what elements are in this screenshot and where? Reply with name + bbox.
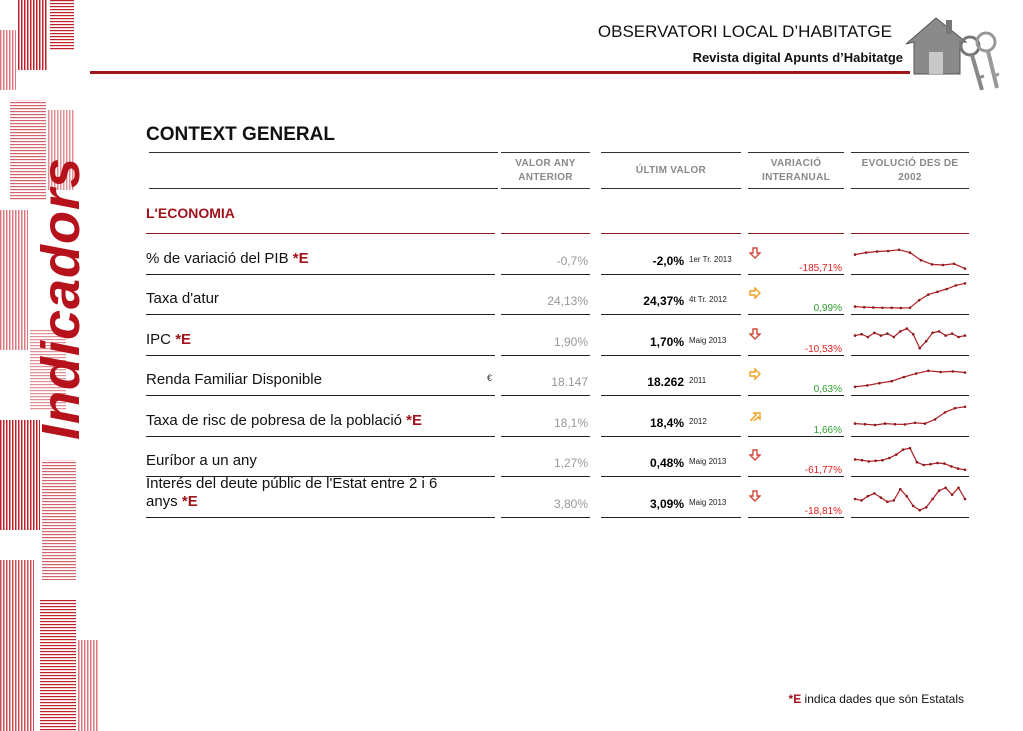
previous-year-value: 1,27% [553,456,588,470]
section-title: CONTEXT GENERAL [146,124,335,145]
indicator-rows [146,234,969,518]
last-value: -2,0% [652,253,684,268]
down-arrow-icon [749,490,761,502]
annual-variation: -185,71% [799,262,842,274]
sparkline-point [936,291,939,294]
sparkline-point [936,462,939,465]
sparkline-point [918,508,921,511]
last-value: 1,70% [649,334,684,349]
sparkline-point [880,334,883,337]
down-arrow-icon [749,328,761,340]
sparkline-point [915,372,918,375]
sparkline-point [860,332,863,335]
col-header-last: ÚLTIM VALOR [601,152,741,189]
sparkline-path [855,487,965,509]
sparkline-point [903,376,906,379]
sparkline-point [927,370,930,373]
sparkline-point [964,497,967,500]
sparkline-point [887,249,890,252]
down-arrow-icon [749,449,761,461]
sparkline-point [951,332,954,335]
sparkline-point [938,330,941,333]
footnote [789,692,964,706]
sparkline-point [909,307,912,310]
previous-year-value: 1,90% [553,334,588,349]
sparkline-point [904,423,907,426]
sparkline-point [863,306,866,309]
header-blank-cell [149,152,498,189]
previous-year-value: 18.147 [551,375,588,389]
last-value-period: Maig 2013 [689,457,727,466]
sparkline-point [900,307,903,310]
sparkline-point [854,305,857,308]
sparkline-point [909,447,912,450]
sparkline-point [881,307,884,310]
sparkline-point [954,406,957,409]
indicators-table [146,152,969,518]
indicator-label: Interés del deute públic de l'Estat entre 2 i 6 anys *E [146,474,438,510]
sparkline-point [964,267,967,270]
sparkline-point [895,453,898,456]
evolution-sparkline [851,279,969,313]
sparkline-path [855,283,965,308]
last-value: 18.262 [647,375,684,389]
sparkline-point [872,306,875,309]
last-value: 18,4% [649,415,684,430]
sparkline-point [952,370,955,373]
sparkline-point [861,459,864,462]
sparkline-point [867,494,870,497]
sparkline-point [964,282,967,285]
sparkline-point [964,371,967,374]
state-data-mark: *E [292,249,309,267]
sparkline-point [874,423,877,426]
house-keys-logo-icon [902,12,1002,97]
sparkline-path [855,371,965,387]
header-rule [90,71,910,74]
category-row [146,188,969,234]
sparkline-point [878,382,881,385]
sparkline-point [867,335,870,338]
sparkline-point [938,489,941,492]
sparkline-point [854,334,857,337]
last-value-period: 2011 [689,376,707,385]
down-arrow-icon [749,247,761,259]
evolution-sparkline [851,401,969,435]
sparkline-point [931,497,934,500]
evolution-sparkline [851,441,969,475]
sparkline-point [964,334,967,337]
sparkline-path [855,448,965,470]
sparkline-point [866,384,869,387]
state-data-mark: *E [181,492,198,510]
sparkline-point [884,422,887,425]
evolution-sparkline [851,239,969,273]
sparkline-point [854,253,857,256]
last-value-period: 1er Tr. 2013 [689,254,732,264]
sparkline-point [925,339,928,342]
sparkline-point [868,460,871,463]
last-value-period: Maig 2013 [689,497,727,507]
sparkline-point [874,460,877,463]
indicator-label: Euríbor a un any [146,452,257,469]
sparkline-point [957,486,960,489]
annual-variation: 1,66% [813,424,842,436]
sparkline-point [854,422,857,425]
sparkline-point [942,263,945,266]
sparkline-point [916,461,919,464]
annual-variation: -10,53% [804,343,842,355]
sparkline-path [855,328,965,348]
sparkline-path [855,406,965,424]
sparkline-point [931,331,934,334]
table-row [146,315,969,356]
annual-variation: 0,99% [813,303,842,314]
unit-label: € [487,373,493,383]
table-row [146,275,969,316]
last-value-period: Maig 2013 [689,335,727,345]
sparkline-point [964,405,967,408]
indicator-label: Taxa de risc de pobresa de la població *E [146,411,423,429]
sparkline-point [914,421,917,424]
table-row [146,234,969,275]
sparkline-point [899,330,902,333]
footnote-text: indica dades que són Estatals [801,692,964,706]
sparkline-point [953,262,956,265]
col-header-prev: VALOR ANY ANTERIOR [501,152,590,189]
table-row [146,437,969,478]
annual-variation: 0,63% [813,384,842,395]
sparkline-point [957,335,960,338]
sparkline-point [927,293,930,296]
table-header [146,152,969,188]
upright-arrow-icon [749,409,761,421]
side-title: Indicadors [31,156,91,440]
last-value-period: 4t Tr. 2012 [689,295,727,304]
sparkline-point [873,492,876,495]
sparkline-point [898,248,901,251]
sparkline-point [923,464,926,467]
sparkline-point [945,288,948,291]
sparkline-point [943,462,946,465]
sparkline-point [909,251,912,254]
sparkline-point [934,418,937,421]
previous-year-value: 3,80% [553,496,588,511]
sparkline-point [912,504,915,507]
last-value: 3,09% [649,496,684,511]
annual-variation: -18,81% [804,505,842,517]
sparkline-point [912,332,915,335]
state-data-mark: *E [406,411,423,429]
previous-year-value: 18,1% [553,415,588,430]
sparkline-point [893,499,896,502]
previous-year-value: -0,7% [556,253,588,268]
sparkline-point [957,467,960,470]
sparkline-point [864,422,867,425]
category-label: L'ECONOMIA [146,205,235,221]
sparkline-point [886,332,889,335]
sparkline-point [920,258,923,261]
state-data-mark: *E [175,330,192,348]
sparkline-point [854,458,857,461]
sparkline-point [939,371,942,374]
sparkline-point [902,448,905,451]
sparkline-point [931,263,934,266]
indicator-label: Renda Familiar Disponible [146,371,322,388]
sparkline-point [854,497,857,500]
evolution-sparkline [851,320,969,354]
col-header-var: VARIACIÓ INTERANUAL [748,152,844,189]
indicator-label: Taxa d'atur [146,290,219,307]
table-row [146,356,969,397]
sparkline-point [925,506,928,509]
col-header-evo: EVOLUCIÓ DES DE 2002 [851,152,969,189]
last-value: 24,37% [643,294,684,308]
sparkline-point [890,307,893,310]
annual-variation: -61,77% [804,465,842,476]
last-value: 0,48% [649,456,684,470]
sparkline-point [860,499,863,502]
sparkline-point [893,335,896,338]
table-row [146,396,969,437]
sparkline-point [918,299,921,302]
evolution-sparkline [851,482,969,516]
sparkline-point [865,251,868,254]
header-subtitle: Revista digital Apunts d’Habitatge [692,50,903,65]
header-title: OBSERVATORI LOCAL D’HABITATGE [597,22,892,41]
sparkline-point [899,487,902,490]
table-row [146,474,969,518]
sparkline-point [880,496,883,499]
sparkline-point [906,494,909,497]
sparkline-point [873,331,876,334]
sparkline-point [929,463,932,466]
sparkline-point [890,380,893,383]
sparkline-point [876,250,879,253]
sparkline-point [894,422,897,425]
sparkline-point [881,459,884,462]
sparkline-point [951,493,954,496]
sparkline-point [964,469,967,472]
sparkline-point [888,457,891,460]
sparkline-point [918,346,921,349]
indicator-label: % de variació del PIB *E [146,249,309,267]
sparkline-point [854,386,857,389]
sparkline-point [944,334,947,337]
sparkline-point [944,486,947,489]
sparkline-point [906,327,909,330]
sparkline-point [886,500,889,503]
footnote-mark: *E [788,692,802,706]
right-arrow-icon [749,287,761,299]
last-value-period: 2012 [689,416,707,426]
right-arrow-icon [749,368,761,380]
previous-year-value: 24,13% [547,294,588,308]
sparkline-point [955,284,958,287]
sparkline-point [944,411,947,414]
sparkline-point [924,422,927,425]
evolution-sparkline [851,360,969,394]
sparkline-point [950,465,953,468]
indicator-label: IPC *E [146,330,192,348]
